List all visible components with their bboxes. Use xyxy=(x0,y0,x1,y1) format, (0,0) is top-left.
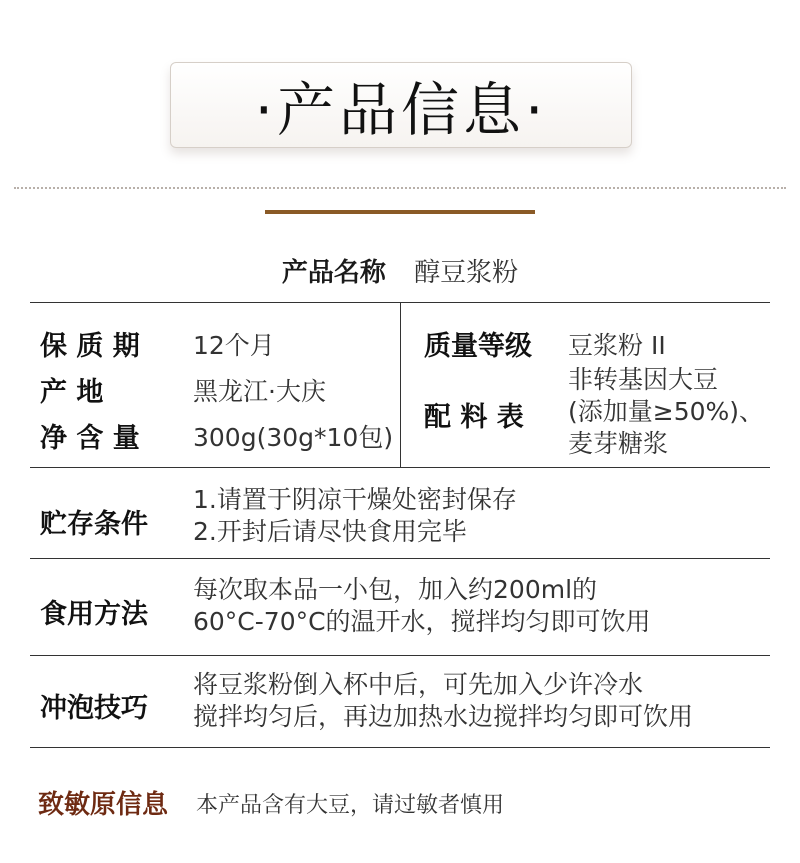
accent-bar xyxy=(265,210,535,214)
product-name-row xyxy=(0,252,800,289)
usage-line: 每次取本品一小包，加入约200ml的 xyxy=(193,575,598,604)
origin-label: 产 地 xyxy=(40,377,104,408)
origin-value: 黑龙江·大庆 xyxy=(193,377,326,406)
table-divider xyxy=(30,655,770,656)
allergen-value: 本产品含有大豆，请过敏者慎用 xyxy=(196,793,505,818)
tips-line: 将豆浆粉倒入杯中后，可先加入少许冷水 xyxy=(193,670,644,699)
ingredients-line: 麦芽糖浆 xyxy=(568,429,669,458)
table-column-divider xyxy=(400,303,401,467)
storage-value xyxy=(193,484,517,548)
usage-line: 60°C-70°C的温开水，搅拌均匀即可饮用 xyxy=(193,607,651,636)
shelf-life-label: 保 质 期 xyxy=(40,331,140,362)
title-banner xyxy=(170,62,632,148)
ingredients-line: 非转基因大豆 xyxy=(568,365,719,394)
net-weight-value: 300g(30g*10包) xyxy=(193,423,394,452)
ingredients-value xyxy=(568,364,764,460)
usage-label: 食用方法 xyxy=(40,599,148,630)
net-weight-label: 净 含 量 xyxy=(40,423,140,454)
table-divider xyxy=(30,558,770,559)
storage-label: 贮存条件 xyxy=(40,509,148,540)
ingredients-label: 配 料 表 xyxy=(424,402,524,433)
product-name-label: 产品名称 xyxy=(281,258,386,288)
grade-label: 质量等级 xyxy=(424,331,532,362)
table-divider xyxy=(30,467,770,468)
grade-value: 豆浆粉 II xyxy=(568,331,666,360)
allergen-label: 致敏原信息 xyxy=(38,790,169,820)
product-name-value: 醇豆浆粉 xyxy=(414,258,519,288)
shelf-life-value: 12个月 xyxy=(193,331,275,360)
page-title: ·产品信息· xyxy=(254,76,548,144)
table-divider xyxy=(30,747,770,748)
ingredients-line: (添加量≥50%)、 xyxy=(568,397,765,426)
storage-line: 2.开封后请尽快食用完毕 xyxy=(193,517,467,546)
storage-line: 1.请置于阴凉干燥处密封保存 xyxy=(193,485,517,514)
tips-label: 冲泡技巧 xyxy=(40,693,148,724)
tips-line: 搅拌均匀后，再边加热水边搅拌均匀即可饮用 xyxy=(193,702,694,731)
tips-value xyxy=(193,669,693,733)
dotted-divider xyxy=(14,187,786,189)
usage-value xyxy=(193,574,651,638)
